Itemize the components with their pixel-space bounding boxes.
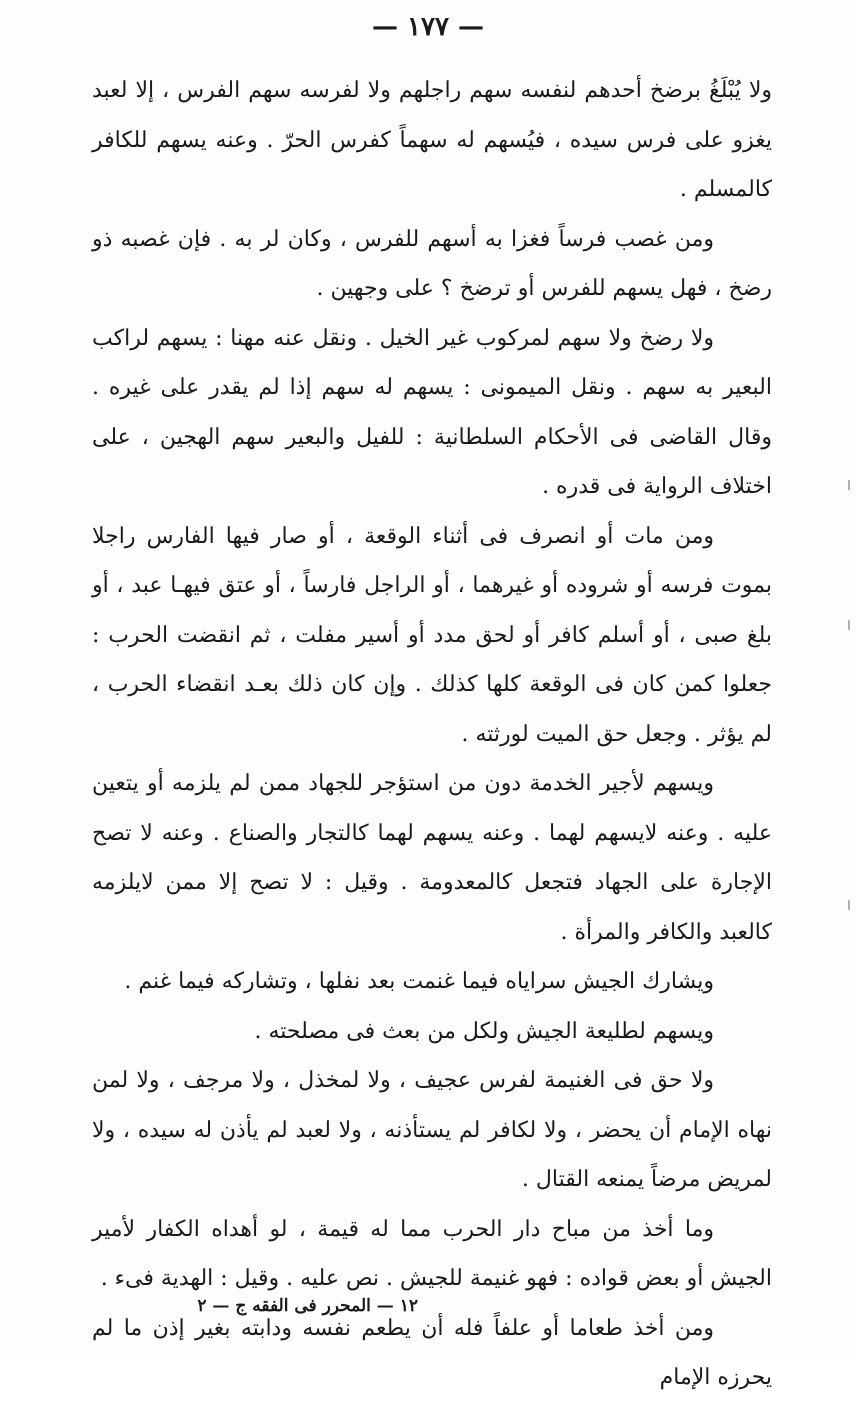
paragraph: ويسهم لأجير الخدمة دون من استؤجر للجهاد ممن لم يلزمه أو يتعين عليه . وعنه لايسهم لهما . وعنه يسهم لهما كالتجار والصناع . وعنه لا تصح الإجارة على الجهاد فتجعل كالمعدومة . وقيل : لا تصح إلا ممن لايلزمه كالعبد والكافر والمرأة . xyxy=(92,771,772,945)
paragraph: وما أخذ من مباح دار الحرب مما له قيمة ، لو أهداه الكفار لأمير الجيش أو بعض قواده : فهو غنيمة للجيش . نص عليه . وقيل : الهدية فىء . xyxy=(92,1216,772,1291)
signature-line: ١٢ — المحرر فى الفقه ج — ٢ xyxy=(197,1296,418,1316)
margin-mark xyxy=(848,900,850,910)
margin-mark xyxy=(848,480,850,490)
page-body xyxy=(92,66,772,1403)
paragraph: ولا رضخ ولا سهم لمركوب غير الخيل . ونقل عنه مهنا : يسهم لراكب البعير به سهم . ونقل الميمونى : يسهم له سهم إذا لم يقدر على غيره . وقال القاضى فى الأحكام السلطانية : للفيل والبعير سهم الهجين ، على اختلاف الرواية فى قدره . xyxy=(92,325,772,499)
paragraph: ولا يُبْلَغُ برضخ أحدهم لنفسه سهم راجلهم ولا لفرسه سهم الفرس ، إلا لعبد يغزو على فرس سيده ، فيُسهم له سهماً كفرس الحرّ . وعنه يسهم للكافر كالمسلم . xyxy=(92,78,772,202)
page-number: — ١٧٧ — xyxy=(371,12,485,42)
paragraph: ولا حق فى الغنيمة لفرس عجيف ، ولا لمخذل ، ولا مرجف ، ولا لمن نهاه الإمام أن يحضر ، ولا لكافر لم يستأذنه ، ولا لعبد لم يأذن له سيده ، ولا لمريض مرضاً يمنعه القتال . xyxy=(92,1068,772,1192)
paragraph: ومن مات أو انصرف فى أثناء الوقعة ، أو صار فيها الفارس راجلا بموت فرسه أو شروده أو غيرهما ، أو الراجل فارساً ، أو عتق فيهـا عبد ، أو بلغ صبى ، أو أسلم كافر أو لحق مدد أو أسير مفلت ، ثم انقضت الحرب : جعلوا كمن كان فى الوقعة كلها كذلك . وإن كان ذلك بعـد انقضاء الحرب ، لم يؤثر . وجعل حق الميت لورثته . xyxy=(92,523,773,747)
paragraph: ويسهم لطليعة الجيش ولكل من بعث فى مصلحته . xyxy=(254,1018,714,1044)
paragraph: ومن غصب فرساً فغزا به أسهم للفرس ، وكان لر به . فإن غصبه ذو رضخ ، فهل يسهم للفرس أو ترضخ ؟ على وجهين . xyxy=(92,226,772,301)
margin-mark xyxy=(848,620,850,630)
paragraph: ومن أخذ طعاما أو علفاً فله أن يطعم نفسه ودابته بغير إذن ما لم يحرزه الإمام xyxy=(92,1315,772,1390)
paragraph: ويشارك الجيش سراياه فيما غنمت بعد نفلها ، وتشاركه فيما غنم . xyxy=(124,969,714,994)
